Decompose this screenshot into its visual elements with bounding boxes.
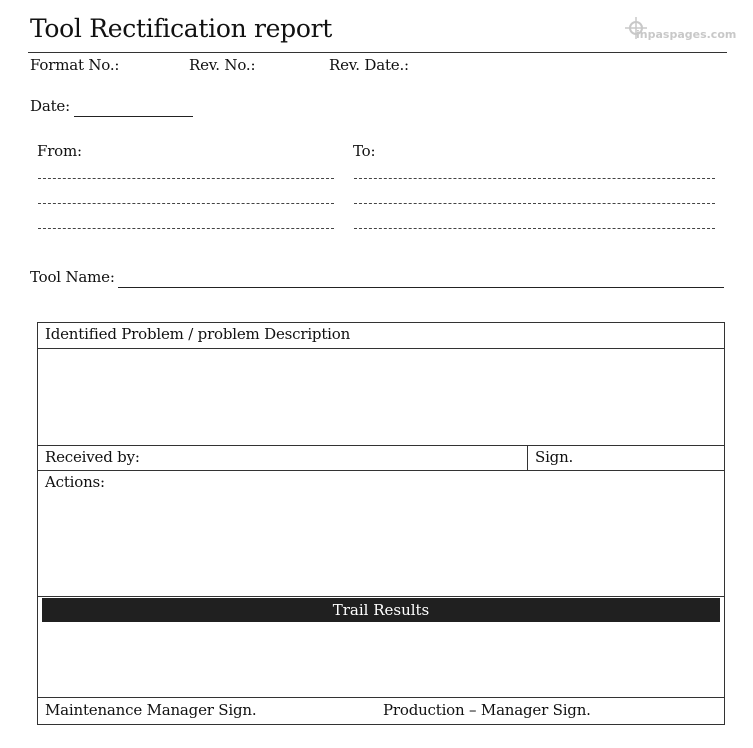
problem-header-divider [38,348,724,349]
date-field-line[interactable] [74,116,193,117]
report-table [37,322,725,725]
actions-area-divider [38,596,724,597]
tool-name-line[interactable] [118,287,724,288]
rev-date-label: Rev. Date.: [329,56,409,74]
to-line-2[interactable] [354,203,715,204]
maintenance-manager-sign-label: Maintenance Manager Sign. [45,701,257,719]
to-label: To: [353,142,376,160]
received-sign-divider [527,445,528,470]
report-title: Tool Rectification report [30,14,333,43]
trail-results-header: Trail Results [42,598,720,622]
format-no-label: Format No.: [30,56,120,74]
tool-name-label: Tool Name: [30,268,115,286]
date-label: Date: [30,97,70,115]
to-line-1[interactable] [354,178,715,179]
to-line-3[interactable] [354,228,715,229]
from-line-3[interactable] [38,228,334,229]
received-by-label: Received by: [45,448,140,466]
actions-label: Actions: [45,473,105,491]
from-line-1[interactable] [38,178,334,179]
received-row-divider [38,470,724,471]
problem-description-label: Identified Problem / problem Description [45,325,351,343]
signature-row-divider [38,697,724,698]
watermark [624,16,737,44]
rev-no-label: Rev. No.: [189,56,256,74]
problem-area-divider [38,445,724,446]
sign-label: Sign. [535,448,574,466]
title-divider [28,52,727,53]
from-label: From: [37,142,82,160]
from-line-2[interactable] [38,203,334,204]
production-manager-sign-label: Production – Manager Sign. [383,701,591,719]
watermark-text: inpaspages.com [636,28,737,41]
